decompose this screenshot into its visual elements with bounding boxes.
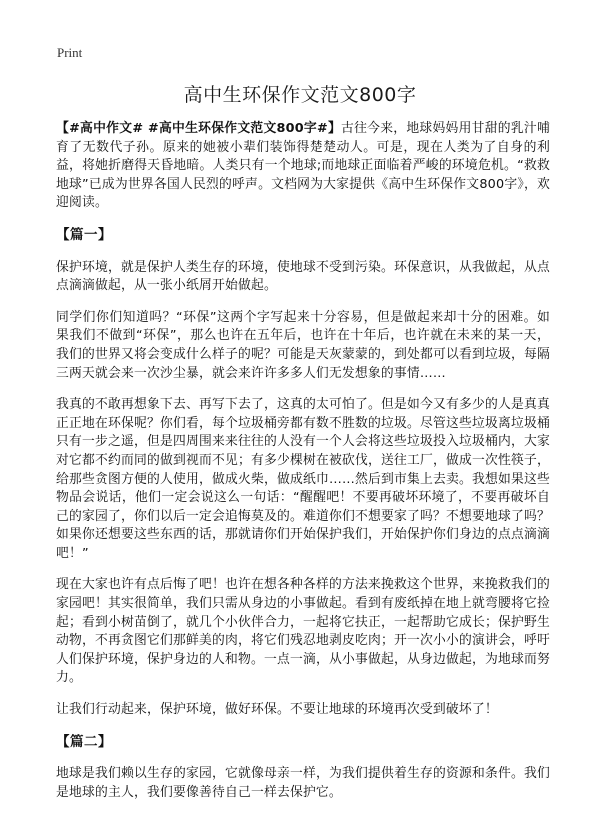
print-link[interactable]: Print (57, 45, 83, 60)
section-1-paragraph-2: 同学们你们知道吗？“环保”这两个字写起来十分容易，但是做起来却十分的困难。如果我们不做到“环保”，那么也许在五年后，也许在十年后，也许就在未来的某一天，我们的世界又将会变成什么样子的呢？可能是天灰蒙蒙的，到处都可以看到垃圾，每隔三两天就会来一次沙尘暴，就会来许许多多人们无发想象的事情…… (56, 309, 550, 381)
intro-paragraph (56, 120, 550, 213)
article-body (56, 120, 550, 815)
intro-tag: 【#高中作文# #高中生环保作文范文800字#】 (56, 121, 342, 136)
section-heading-2: 【篇二】 (56, 733, 112, 750)
section-2-paragraph-1: 地球是我们赖以生存的家园，它就像母亲一样，为我们提供着生存的资源和条件。我们是地球的主人，我们要像善待自己一样去保护它。 (56, 766, 550, 800)
section-1-paragraph-4: 现在大家也许有点后悔了吧！也许在想各种各样的方法来挽救这个世界，来挽救我们的家园吧！其实很简单，我们只需从身边的小事做起。看到有废纸掉在地上就弯腰将它捡起；看到小树苗倒了，就几个小伙伴合力，一起将它扶正，一起帮助它成长；保护野生动物，不再贪图它们那鲜美的肉，将它们残忍地剥皮吃肉；开一次小小的演讲会，呼吁人们保护环境，保护身边的人和物。一点一滴，从小事做起，从身边做起，为地球而努力。 (56, 577, 550, 686)
section-heading-1: 【篇一】 (56, 226, 112, 243)
page-title: 高中生环保作文范文800字 (183, 84, 417, 106)
section-1-paragraph-1: 保护环境，就是保护人类生存的环境，使地球不受到污染。环保意识，从我做起，从点点滴滴做起，从一张小纸屑开始做起。 (56, 259, 550, 294)
section-1-paragraph-5: 让我们行动起来，保护环境，做好环保。不要让地球的环境再次受到破坏了！ (56, 702, 498, 718)
section-1-paragraph-3: 我真的不敢再想象下去、再写下去了，这真的太可怕了。但是如今又有多少的人是真真正正地在环保呢？你们看，每个垃圾桶旁都有数不胜数的垃圾。尽管这些垃圾离垃圾桶只有一步之遥，但是四周围来来往往的人没有一个人会将这些垃圾投入垃圾桶内，大家对它都不约而同的做到视而不见；有多少棵树在被砍伐，送往工厂，做成一次性筷子，给那些贪图方便的人使用，做成火柴，做成纸巾……然后到市集上去卖。我想如果这些物品会说话，他们一定会说这么一句话：“醒醒吧！不要再破坏环境了，不要再破坏自己的家园了，你们以后一定会追悔莫及的。难道你们不想要家了吗？不想要地球了吗？如果你还想要这些东西的话，那就请你们开始保护我们，开始保护你们身边的点点滴滴吧！” (56, 397, 550, 561)
intro-text: 古往今来，地球妈妈用甘甜的乳汁哺育了无数代子孙。原来的她被小辈们装饰得楚楚动人。可是，现在人类为了自身的利益，将她折磨得天昏地暗。人类只有一个地球;而地球正面临着严峻的环境危机。“救救地球”已成为世界各国人民烈的呼声。文档网为大家提供《高中生环保作文800字》，欢迎阅读。 (56, 121, 550, 211)
